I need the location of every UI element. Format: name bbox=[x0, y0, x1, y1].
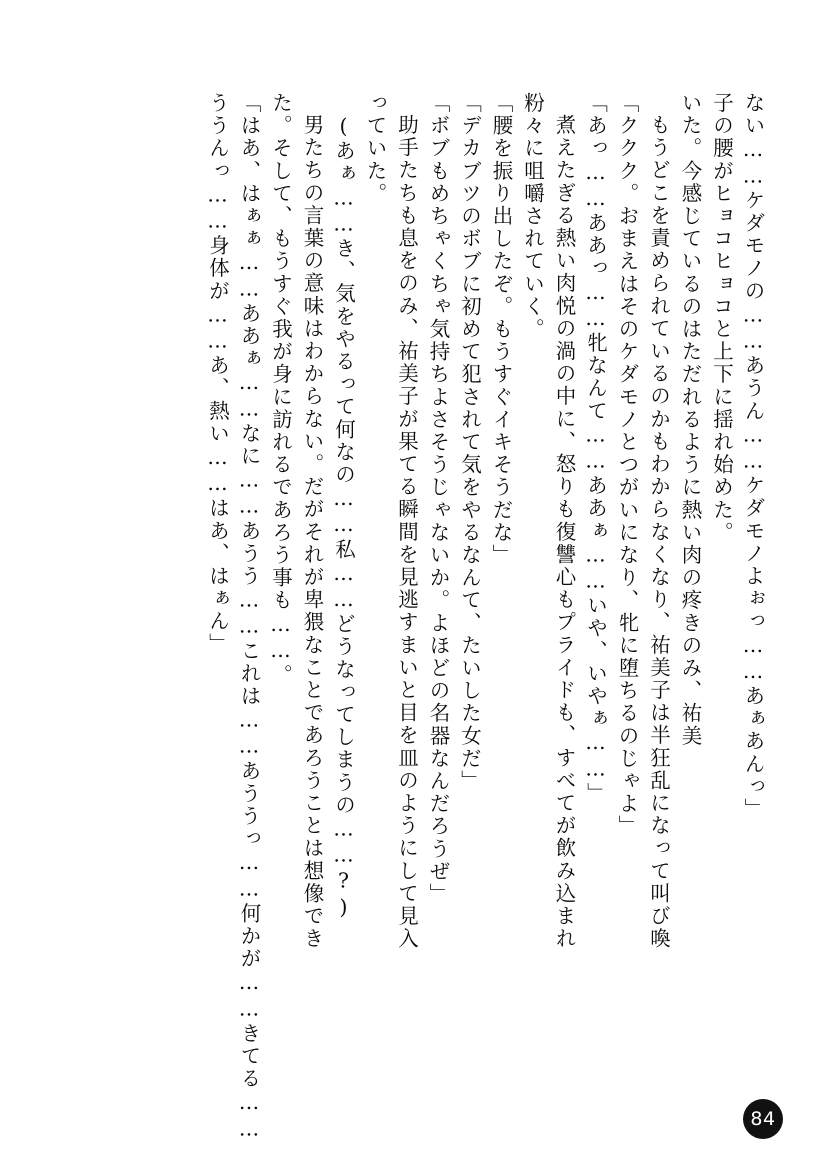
page-number-badge: 84 bbox=[743, 1099, 783, 1139]
text-line: 「腰を振り出したぞ。もうすぐイキそうだな」 bbox=[489, 92, 513, 567]
text-line: 粉々に咀嚼されていく。 bbox=[520, 92, 545, 341]
text-line: 「ボブもめちゃくちゃ気持ちよさそうじゃないか。よほどの名器なんだろうぜ」 bbox=[426, 92, 450, 906]
text-line: 煮えたぎる熱い肉悦の渦の中に、怒りも復讐心もプライドも、すべてが飲み込まれ bbox=[552, 114, 576, 951]
text-line: 助手たちも息をのみ、祐美子が果てる瞬間を見逃すまいと目を皿のようにして見入 bbox=[394, 114, 419, 951]
text-line: いた。今感じているのはただれるように熱い肉の疼きのみ、祐美 bbox=[678, 92, 702, 748]
text-line: た。そして、もうすぐ我が身に訪れるであろう事も……。 bbox=[268, 92, 293, 687]
text-line: 「ククク。おまえはそのケダモノとつがいになり、牝に堕ちるのじゃよ」 bbox=[615, 92, 639, 838]
text-line: ない……ケダモノの……あうん……ケダモノよぉっ……あぁあんっ」 bbox=[741, 92, 765, 821]
text-line: ううんっ……身体が……あ、熱い……はあ、はぁん」 bbox=[205, 92, 230, 656]
text-line: 「デカブツのボブに初めて犯されて気をやるなんて、たいした女だ」 bbox=[457, 92, 482, 793]
text-line: (あぁ……き、気をやるって何なの……私……どうなってしまうの……?) bbox=[331, 114, 356, 921]
text-line: もうどこを責められているのかもわからなくなり、祐美子は半狂乱になって叫び喚 bbox=[646, 114, 671, 951]
text-line: っていた。 bbox=[363, 92, 387, 205]
text-line: 「はあ、はぁぁ……ああぁ……なに……あうう……これは……あううっ……何かが……きてる…… bbox=[237, 92, 261, 1143]
text-line: 男たちの言葉の意味はわからない。だがそれが卑猥なことであろうことは想像でき bbox=[300, 114, 324, 951]
text-line: 子の腰がヒョコヒョコと上下に揺れ始めた。 bbox=[709, 92, 734, 544]
text-line: 「あっ……ああっ……牝なんて……ああぁ……いや、いやぁ……」 bbox=[583, 92, 608, 805]
